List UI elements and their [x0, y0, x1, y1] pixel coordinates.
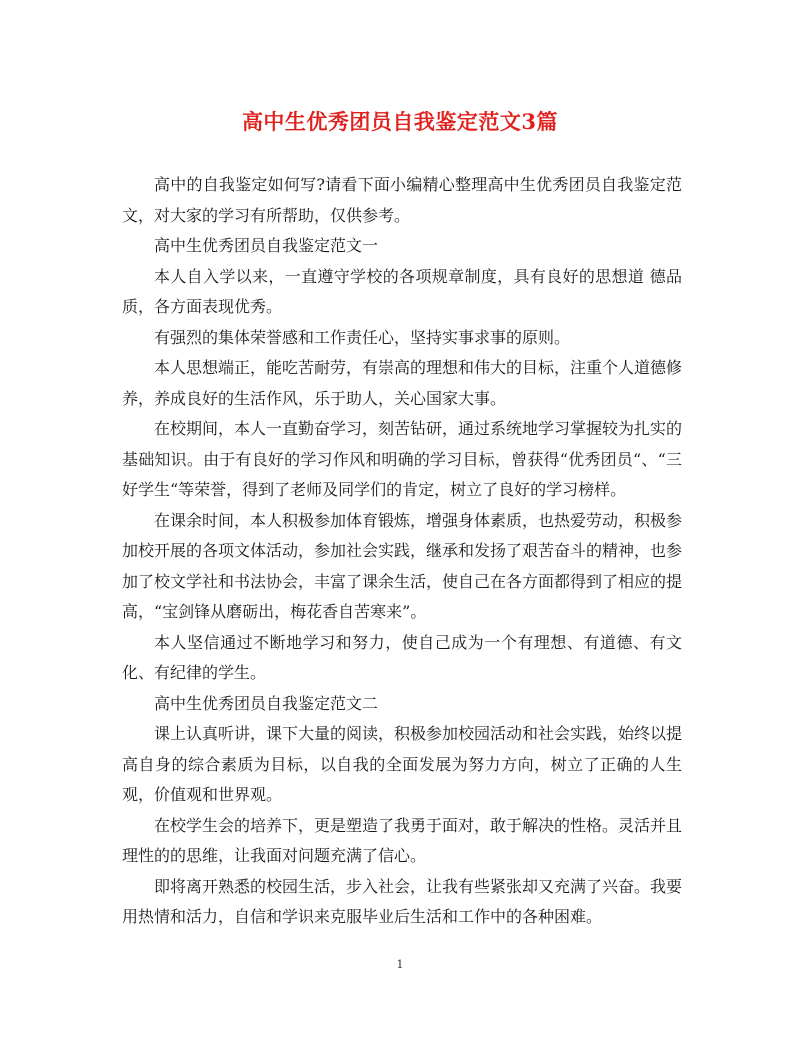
intro-paragraph: 高中的自我鉴定如何写?请看下面小编精心整理高中生优秀团员自我鉴定范文，对大家的学习有所帮助，仅供参考。	[122, 175, 682, 225]
body-paragraph: 即将离开熟悉的校园生活，步入社会，让我有些紧张却又充满了兴奋。我要用热情和活力，自信和学识来克服毕业后生活和工作中的各种困难。	[122, 876, 683, 926]
body-paragraph: 在课余时间，本人积极参加体育锻炼，增强身体素质，也热爱劳动，积极参加校开展的各项文体活动，参加社会实践，继承和发扬了艰苦奋斗的精神，也参加了校文学社和书法协会，丰富了课余生活，使自己在各方面都得到了相应的提高，“宝剑锋从磨砺出，梅花香自苦寒来”。	[122, 510, 683, 621]
document-body	[122, 170, 682, 933]
section-heading-two: 高中生优秀团员自我鉴定范文二	[154, 693, 379, 713]
body-paragraph: 本人坚信通过不断地学习和努力，使自己成为一个有理想、有道德、有文化、有纪律的学生。	[122, 632, 682, 682]
section-heading-one: 高中生优秀团员自我鉴定范文一	[154, 236, 379, 255]
body-paragraph: 在校学生会的培养下，更是塑造了我勇于面对，敢于解决的性格。灵活并且理性的的思维，让我面对问题充满了信心。	[122, 815, 683, 865]
body-paragraph: 本人自入学以来，一直遵守学校的各项规章制度，具有良好的思想道 德品质，各方面表现优秀。	[122, 266, 682, 316]
document-title: 高中生优秀团员自我鉴定范文3篇	[241, 109, 559, 134]
body-paragraph: 有强烈的集体荣誉感和工作责任心，坚持实事求事的原则。	[154, 327, 571, 347]
body-paragraph: 本人思想端正，能吃苦耐劳，有崇高的理想和伟大的目标，注重个人道德修养，养成良好的生活作风，乐于助人，关心国家大事。	[122, 358, 683, 408]
page-number: 1	[396, 958, 404, 971]
body-paragraph: 课上认真听讲，课下大量的阅读，积极参加校园活动和社会实践，始终以提高自身的综合素质为目标，以自我的全面发展为努力方向，树立了正确的人生观，价值观和世界观。	[122, 724, 683, 804]
body-paragraph: 在校期间，本人一直勤奋学习，刻苦钻研，通过系统地学习掌握较为扎实的基础知识。由于有良好的学习作风和明确的学习目标，曾获得“优秀团员“、“三好学生“等荣誉，得到了老师及同学们的肯定，树立了良好的学习榜样。	[122, 419, 683, 499]
